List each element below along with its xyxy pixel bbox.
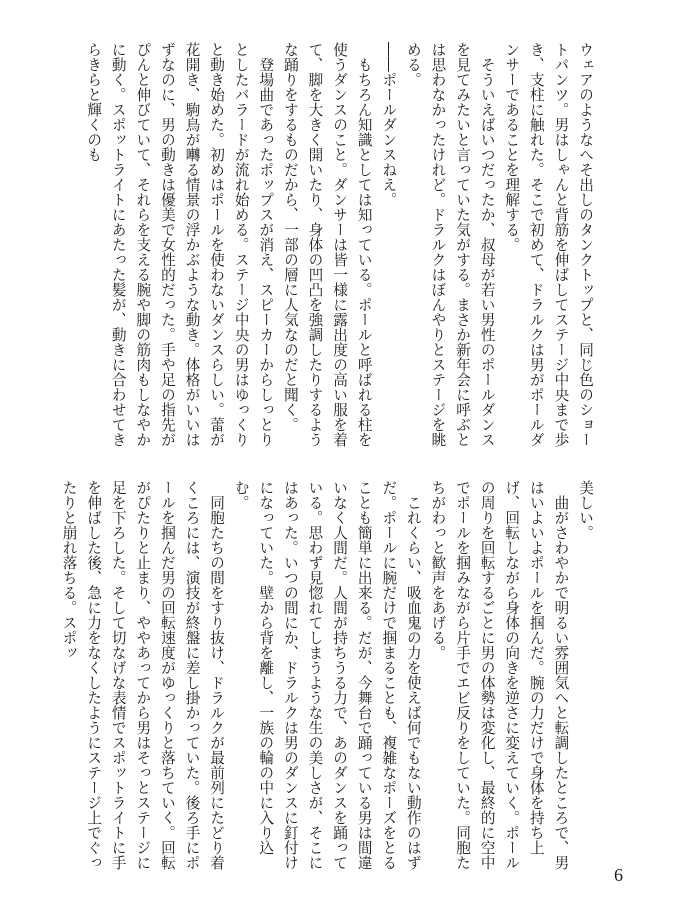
paragraph: もちろん知識としては知っている。ポールと呼ばれる柱を使うダンスのこと。ダンサーは皆一様に露出度の高い服を着て、脚を大きく開いたり、身体の凹凸を強調したりするような踊りをするものだから、一部の層に人気なのだと聞く。 (281, 42, 373, 447)
text-block-bottom (60, 480, 597, 870)
paragraph: 曲がさわやかで明るい雰囲気へと転調したところで、男はいよいよポールを掴んだ。腕の力だけで身体を持ち上げ、回転しながら身体の向きを逆さに変えていく。ポールの周りを回転するごとに男の体勢は変化し、最終的に空中でポールを掴みながら片手でエビ反りをしていた。同胞たちがわっと歓声をあげる。 (429, 480, 570, 870)
paragraph: これくらい、吸血鬼の力を使えば何でもない動作のはずだ。ポールに腕だけで掴まることも、複雑なポーズをとることも簡単に出来る。だが、今舞台で踊っている男は間違いなく人間だ。人間が持ちうる力で、あのダンスを踊っている。思わず見惚れてしまうような生の美しさが、そこにはあった。いつの間にか、ドラルクは男のダンスに釘付けになっていた。壁から背を離し、一族の輪の中に入り込む。 (232, 480, 422, 870)
paragraph: そういえばいつだったか、叔母が若い男性のポールダンスを見てみたいと言っていた気がする。まさか新年会に呼ぶとは思わなかったけれど。ドラルクはぼんやりとステージを眺める。 (404, 42, 496, 447)
paragraph: 美しい。 (577, 480, 594, 540)
text-block-top (77, 42, 597, 452)
paragraph: 登場曲であったポップスが消え、スピーカーからしっとりとしたバラードが流れ始める。ステージ中央の男はゆっくりと動き始めた。初めはポールを使わないダンスらしい。蕾が花開き、駒鳥が囀る情景の浮かぶような動き。体格がいいはずなのに、男の動きは優美で女性的だった。手や足の指先がぴんと伸びていて、それらを支える腕や脚の筋肉もしなやかに動く。スポットライトにあたった髪が、動きに合わせてきらきらと輝くのも (85, 42, 275, 447)
paragraph: ウェアのようなへそ出しのタンクトップと、同じ色のショートパンツ。男はしゃんと背筋を伸ばしてステージ中央まで歩き、支柱に触れた。そこで初めて、ドラルクは男がポールダンサーであることを理解する。 (503, 42, 594, 447)
paragraph: ――ポールダンスねえ。 (380, 42, 398, 207)
page-number: 6 (614, 865, 623, 885)
paragraph: 同胞たちの間をすり抜け、ドラルクが最前列にたどり着くころには、演技が終盤に差し掛かっていた。後ろ手にポールを掴んだ男の回転速度がゆっくりと落ちていく。回転がぴたりと止まり、ややあってから男はそっとステージに足を下ろした。そして切なげな表情でスポットライトに手を伸ばした後、急に力をなくしたようにステージ上でぐったりと崩れ落ちる。スポッ (60, 480, 226, 870)
